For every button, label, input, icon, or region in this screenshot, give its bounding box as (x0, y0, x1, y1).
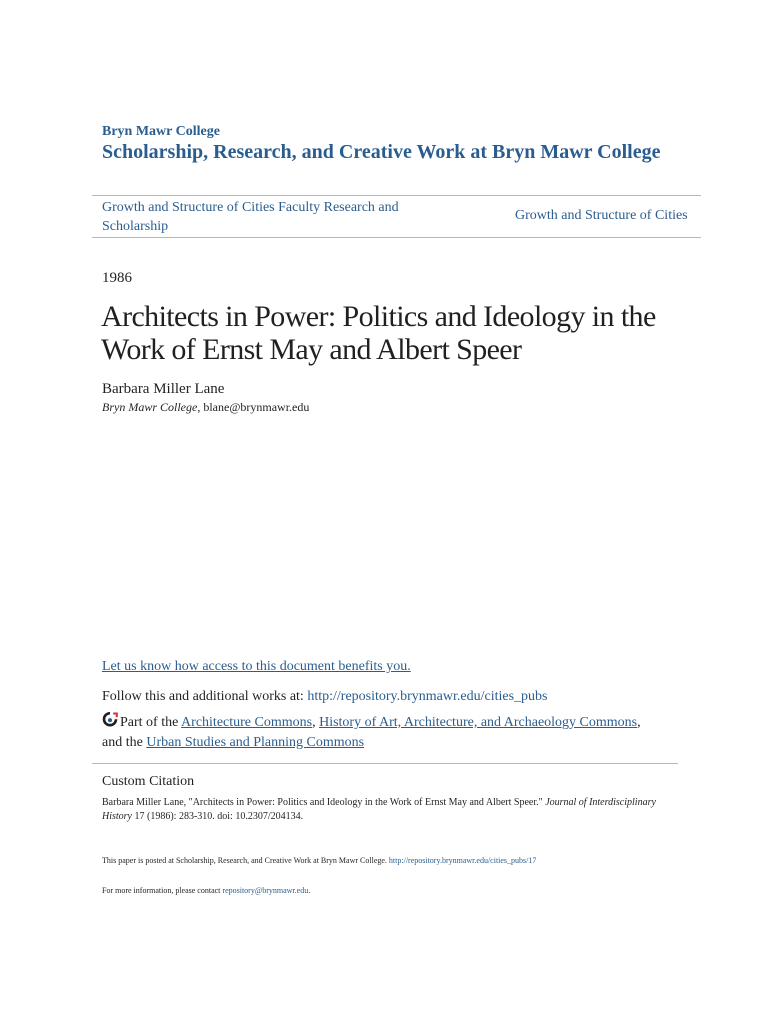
affiliation-email: , blane@brynmawr.edu (197, 400, 310, 414)
repository-url-link[interactable]: http://repository.brynmawr.edu/cities_pubs (307, 689, 548, 704)
urban-studies-commons-link[interactable]: Urban Studies and Planning Commons (146, 735, 365, 750)
architecture-commons-link[interactable]: Architecture Commons (181, 715, 313, 730)
paper-title: Architects in Power: Politics and Ideology in the Work of Ernst May and Albert Speer (101, 300, 656, 366)
commons-line (102, 712, 702, 753)
series-link-growth-structure[interactable]: Growth and Structure of Cities (515, 208, 688, 223)
commons-separator: , (637, 715, 641, 730)
citation-journal: Journal of Interdisciplinary History (102, 797, 656, 822)
custom-citation-text (102, 796, 682, 824)
follow-prefix: Follow this and additional works at: (102, 689, 308, 704)
author-name: Barbara Miller Lane (102, 381, 225, 397)
contact-notice (102, 886, 310, 895)
contact-text: For more information, please contact (102, 886, 223, 895)
header-divider-bottom (92, 237, 701, 238)
art-history-commons-link[interactable]: History of Art, Architecture, and Archaeology Commons (319, 715, 638, 730)
affiliation-institution: Bryn Mawr College (102, 400, 198, 414)
part-of-prefix: Part of the (120, 715, 182, 730)
posted-notice (102, 856, 536, 865)
publication-year: 1986 (102, 270, 132, 286)
benefit-feedback-link[interactable]: Let us know how access to this document benefits you. (102, 659, 411, 674)
author-affiliation (102, 400, 309, 415)
citation-tail: 17 (1986): 283-310. doi: 10.2307/204134. (132, 811, 304, 822)
custom-citation-heading: Custom Citation (102, 774, 195, 789)
open-access-icon (102, 712, 118, 728)
posted-text: This paper is posted at Scholarship, Research, and Creative Work at Bryn Mawr College. (102, 856, 389, 865)
paper-url-link[interactable]: http://repository.brynmawr.edu/cities_pubs/17 (388, 856, 537, 865)
and-the-text: and the (102, 735, 147, 750)
series-link-faculty-research[interactable]: Growth and Structure of Cities Faculty Research and Scholarship (102, 200, 399, 234)
contact-email-link[interactable]: repository@brynmawr.edu (222, 886, 309, 895)
commons-separator: , (312, 715, 320, 730)
citation-divider (92, 763, 678, 764)
institution-name: Bryn Mawr College (102, 124, 220, 139)
citation-main: Barbara Miller Lane, "Architects in Power: Politics and Ideology in the Work of Ernst May and Albert Speer." (102, 797, 546, 808)
contact-end: . (308, 886, 311, 895)
header-divider-top (92, 195, 701, 196)
repository-title[interactable]: Scholarship, Research, and Creative Work at Bryn Mawr College (102, 141, 661, 163)
follow-line (102, 689, 548, 705)
